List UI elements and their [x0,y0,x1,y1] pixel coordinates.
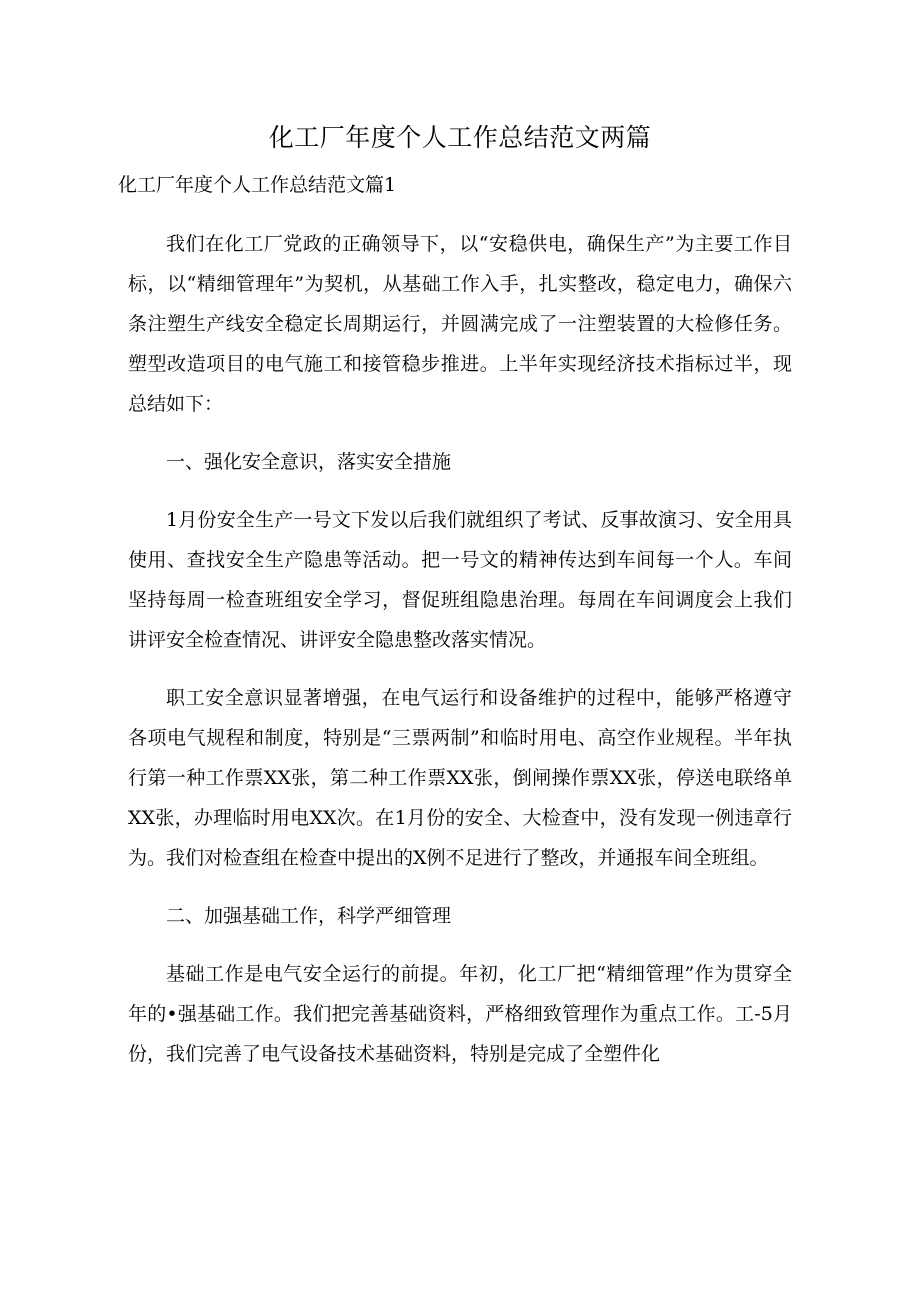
section-heading-safety: 一、强化安全意识，落实安全措施 [166,451,452,473]
paragraph-safety-awareness: 职工安全意识显著增强，在电气运行和设备维护的过程中，能够严格遵守各项电气规程和制度，特别是“三票两制”和临时用电、高空作业规程。半年执行第一种工作票XX张，第二种工作票XX张，倒闸操作票XX张，停送电联络单XX张，办理临时用电XX次。在1月份的安全、大检查中，没有发现一例违章行为。我们对检查组在检查中提出的X例不足进行了整改，并通报车间全班组。 [128,687,792,869]
paragraph-foundation-work: 基础工作是电气安全运行的前提。年初，化工厂把“精细管理”作为贯穿全年的•强基础工作。我们把完善基础资料，严格细致管理作为重点工作。工-5月份，我们完善了电气设备技术基础资料，特别是完成了全塑件化 [128,963,792,1065]
document-title: 化工厂年度个人工作总结范文两篇 [268,123,652,152]
paragraph-intro: 我们在化工厂党政的正确领导下，以“安稳供电，确保生产”为主要工作目标，以“精细管理年”为契机，从基础工作入手，扎实整改，稳定电力，确保六条注塑生产线安全稳定长周期运行，并圆满完成了一注塑装置的大检修任务。塑型改造项目的电气施工和接管稳步推进。上半年实现经济技术指标过半，现总结如下： [128,233,792,415]
section-heading-foundation: 二、加强基础工作，科学严细管理 [166,905,452,927]
paragraph-safety-activities: 1月份安全生产一号文下发以后我们就组织了考试、反事故演习、安全用具使用、查找安全生产隐患等活动。把一号文的精神传达到车间每一个人。车间坚持每周一检查班组安全学习，督促班组隐患治理。每周在车间调度会上我们讲评安全检查情况、讲评安全隐患整改落实情况。 [128,509,792,651]
document-subtitle: 化工厂年度个人工作总结范文篇1 [118,174,397,196]
